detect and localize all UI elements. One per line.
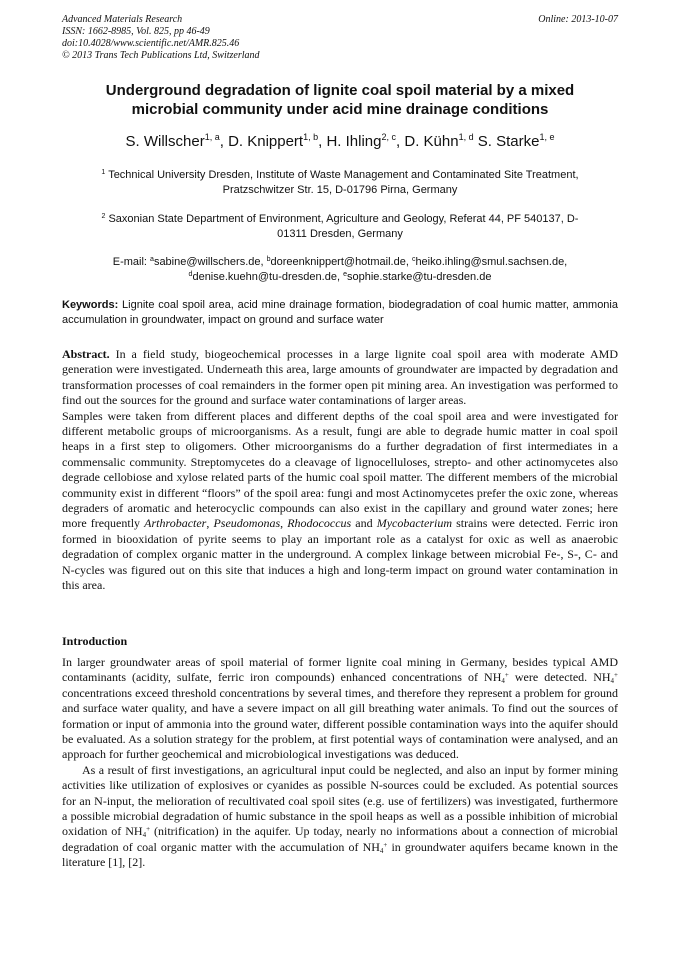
abstract-text: In a field study, biogeochemical processes in a large lignite coal spoil area with moderate AMD generation were investigated. Underneath this area, large amounts of groundwater are impacted by degradation and transformation processes of coal remainders in the former open pit mining area. An investigation was performed to find out the sources for the ground and surface water contaminations of larger areas. — [62, 347, 618, 408]
journal-header — [62, 14, 618, 62]
title-line: microbial community under acid mine drainage conditions — [131, 101, 549, 118]
email-mark: a — [150, 256, 154, 263]
email-mark: b — [266, 256, 271, 263]
abstract-text: , — [280, 516, 288, 531]
email-link[interactable]: heiko.ihling@smul.sachsen.de, — [415, 256, 568, 268]
abstract — [62, 347, 618, 594]
title-line: Underground degradation of lignite coal spoil material by a mixed — [105, 82, 575, 99]
affiliation-text: 01311 Dresden, Germany — [277, 228, 403, 240]
abstract-text: Samples were taken from different places and different depths of the coal spoil area and were investigated for different metabolic groups of microorganisms. As a result, fungi are able to degrade humic matter in coal spoil heaps in a first step to oligomers. Other microorganisms do a further degradation of first intermediates in a commensalic community. Streptomycetes do a cleavage of lignocelluloses, strepto- and other actinomycetes also degrade cellobiose and xylose related parts of the humic coal spoil matter. The different members of the microbial community exist in different “floors” of the spoil area: fungi and most Actinomycetes prefer the oxic zone, whereas degraders of aromatic and heterocyclic compounds can also exist in the capillary and ground water zones; here more frequently — [62, 408, 618, 531]
affiliation-text: Saxonian State Department of Environment, Agriculture and Geology, Referat 44, PF 540137, D- — [108, 213, 579, 225]
intro-text: In larger groundwater areas of spoil material of former lignite coal mining in Germany, besides typical AMD contaminants (acidity, sulfate, ferric iron compounds) enhanced concentrations of NH — [62, 655, 618, 685]
author-name: D. Knippert — [228, 133, 304, 150]
email-mark: e — [343, 271, 347, 278]
email-link[interactable]: sophie.starke@tu-dresden.de — [346, 271, 492, 283]
intro-text: in groundwater aquifers became known in the literature [1], [2]. — [62, 839, 618, 870]
author-affiliation-mark: 1, e — [539, 132, 555, 142]
intro-text: (nitrification) in the aquifer. Up today, nearly no informations about a connection of microbial degradation of coal organic matter with the accumulation of NH — [62, 824, 618, 854]
intro-paragraph — [62, 655, 618, 763]
paper-title — [62, 81, 618, 119]
affiliation-text: Technical University Dresden, Institute of Waste Management and Contaminated Site Treatment, — [108, 169, 579, 181]
superscript: + — [504, 671, 509, 680]
affiliation-mark: 1 — [101, 169, 106, 176]
author-list — [62, 132, 618, 152]
section-heading-introduction: Introduction — [62, 634, 128, 648]
abstract-text: strains were detected. Ferric iron formed in biooxidation of pyrite seems to play an important role as a catalyst for oxic as well as anaerobic degradation of complex organic matter in the underground. A complex linkage between microbial Fe-, S-, C- and N-cycles was figured out on this site that induces a high and long-term impact on ground water contamination in this area. — [62, 516, 619, 593]
intro-text: concentrations exceed threshold concentrations by several times, and therefore they represent a problem for ground and surface water quality, and have a severe impact on all gill breathing water animals. To find out the sources of formation or input of ammonia into the ground water, different possible contamination ways into the aquifer should be evaluated. As a solution strategy for the problem, at first potential ways of contamination were analysed, and an approach for further geochemical and microbiological investigations was deduced. — [62, 685, 618, 762]
affiliation-text: Pratzschwitzer Str. 15, D-01796 Pirna, Germany — [222, 184, 458, 196]
subscript: 4 — [610, 677, 615, 686]
superscript: + — [383, 840, 388, 849]
doi[interactable]: doi:10.4028/www.scientific.net/AMR.825.46 — [62, 38, 240, 49]
intro-paragraph — [62, 763, 618, 871]
superscript: + — [614, 671, 618, 680]
email-mark: d — [188, 271, 193, 278]
author-separator: , — [396, 133, 405, 150]
author-name: H. Ihling — [326, 133, 382, 150]
abstract-paragraph — [62, 409, 618, 594]
email-link[interactable]: doreenknippert@hotmail.de, — [270, 256, 412, 268]
author-name: D. Kühn — [404, 133, 459, 150]
author-name: S. Starke — [477, 133, 540, 150]
email-link[interactable]: sabine@willschers.de, — [153, 256, 267, 268]
issn: ISSN: 1662-8985, Vol. 825, pp 46-49 — [62, 26, 210, 37]
intro-text: As a result of first investigations, an agricultural input could be neglected, and also an input by former mining activities like utilization of explosives or cyanides as possible N-sources could be excluded. As potential sources for an N-input, the melioration of recultivated coal spoil sites (e.g. use of fertilizers) was investigated, furthermore a possible microbial degradation of humic substance in the spoil heaps as well as a possible inhibition of microbial oxidation of NH — [62, 762, 618, 839]
affiliation-1 — [62, 168, 618, 198]
email-link[interactable]: denise.kuehn@tu-dresden.de, — [192, 271, 344, 283]
intro-text: were detected. NH — [508, 670, 611, 685]
author-separator: , — [318, 133, 327, 150]
author-separator: , — [219, 133, 229, 150]
email-label: E-mail: — [112, 256, 151, 268]
subscript: 4 — [379, 846, 384, 855]
subscript: 4 — [142, 831, 147, 840]
introduction-body — [62, 655, 618, 871]
author-name: S. Willscher — [125, 133, 205, 150]
genus-name: Arthrobacter — [144, 516, 207, 531]
author-affiliation-mark: 1, a — [204, 132, 220, 142]
abstract-text: and — [351, 516, 377, 531]
author-affiliation-mark: 1, b — [303, 132, 319, 142]
affiliation-2 — [62, 212, 618, 242]
genus-name: Mycobacterium — [376, 516, 453, 531]
affiliation-mark: 2 — [101, 213, 106, 220]
abstract-label: Abstract. — [62, 347, 110, 361]
email-block — [62, 255, 618, 285]
keywords-label: Keywords: — [62, 299, 119, 311]
genus-name: Rhodococcus — [287, 516, 352, 531]
superscript: + — [146, 825, 151, 834]
keywords — [62, 298, 618, 328]
email-mark: c — [411, 256, 416, 263]
subscript: 4 — [501, 677, 505, 686]
author-affiliation-mark: 1, d — [458, 132, 474, 142]
keywords-text: Lignite coal spoil area, acid mine drainage formation, biodegradation of coal humic matter, ammonia accumulation in groundwater, impact on ground and surface water — [62, 299, 618, 326]
journal-name: Advanced Materials Research — [62, 14, 183, 25]
abstract-text: , — [206, 516, 214, 531]
genus-name: Pseudomonas — [213, 516, 281, 531]
author-affiliation-mark: 2, c — [381, 132, 397, 142]
copyright: © 2013 Trans Tech Publications Ltd, Switzerland — [62, 50, 260, 61]
abstract-paragraph — [62, 347, 618, 409]
online-date: Online: 2013-10-07 — [538, 14, 618, 25]
